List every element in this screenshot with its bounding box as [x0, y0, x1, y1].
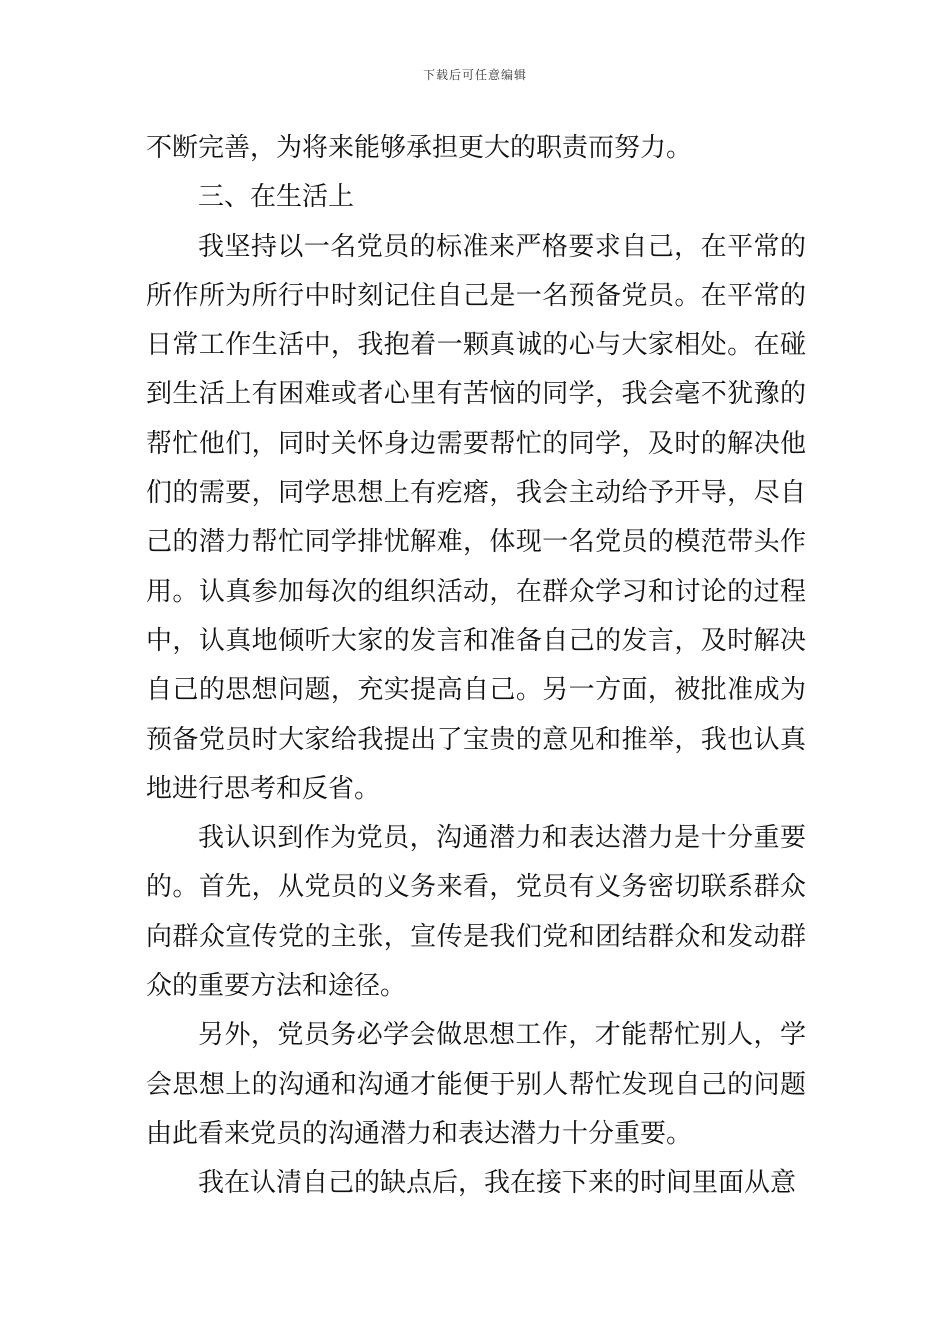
paragraph: 另外，党员务必学会做思想工作，才能帮忙别人，学会思想上的沟通和沟通才能便于别人帮忙发现自己的问题由此看来党员的沟通潜力和表达潜力十分重要。	[146, 1020, 806, 1149]
paragraph: 我坚持以一名党员的标准来严格要求自己，在平常的所作所为所行中时刻记住自己是一名预备党员。在平常的日常工作生活中，我抱着一颗真诚的心与大家相处。在碰到生活上有困难或者心里有苦恼的同学，我会毫不犹豫的帮忙他们，同时关怀身边需要帮忙的同学，及时的解决他们的需要，同学思想上有疙瘩，我会主动给予开导，尽自己的潜力帮忙同学排忧解难，体现一名党员的模范带头作用。认真参加每次的组织活动，在群众学习和讨论的过程中，认真地倾听大家的发言和准备自己的发言，及时解决自己的思想问题，充实提高自己。另一方面，被批准成为预备党员时大家给我提出了宝贵的意见和推举，我也认真地进行思考和反省。	[146, 231, 806, 804]
paragraph: 我认识到作为党员，沟通潜力和表达潜力是十分重要的。首先，从党员的义务来看，党员有义务密切联系群众向群众宣传党的主张，宣传是我们党和团结群众和发动群众的重要方法和途径。	[146, 823, 806, 1002]
paragraph-continuation: 不断完善，为将来能够承担更大的职责而努力。	[146, 133, 693, 163]
page-header: 下载后可任意编辑	[422, 68, 527, 82]
document-body	[146, 124, 806, 1209]
paragraph: 我在认清自己的缺点后，我在接下来的时间里面从意	[198, 1168, 797, 1199]
section-heading: 三、在生活上	[198, 182, 355, 213]
